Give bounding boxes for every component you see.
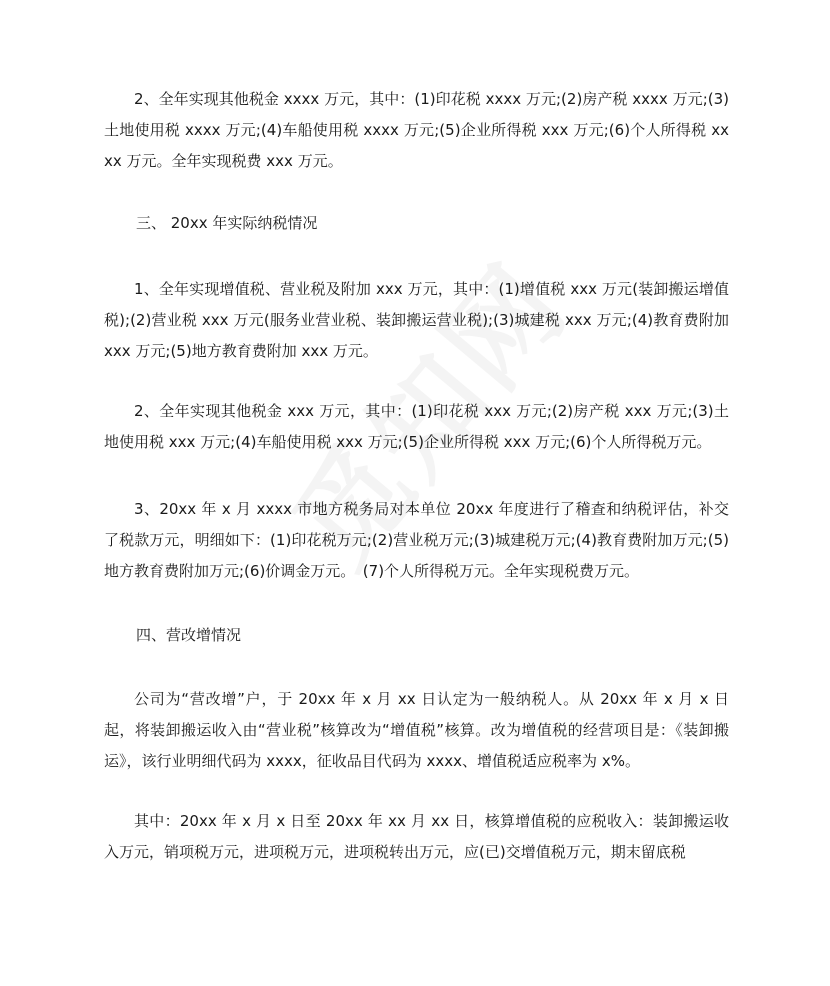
paragraph-other-taxes-detail: 2、全年实现其他税金 xxx 万元，其中：(1)印花税 xxx 万元;(2)房产税 xxx 万元;(3)土地使用税 xxx 万元;(4)车船使用税 xxx 万元;(5)企业所得税 xxx 万元;(6)个人所得税万元。 — [104, 402, 729, 451]
paragraph-vat-reform-description: 公司为“营改增”户，于 20xx 年 x 月 xx 日认定为一般纳税人。从 20xx 年 x 月 x 日起，将装卸搬运收入由“营业税”核算改为“增值税”核算。改为增值税的经营项目是：《装卸搬运》，该行业明细代码为 xxxx，征收品目代码为 xxxx、增值税适应税率为 x%。 — [104, 690, 729, 770]
paragraph-vat-revenue-detail: 其中：20xx 年 x 月 x 日至 20xx 年 xx 月 xx 日，核算增值税的应税收入：装卸搬运收入万元，销项税万元，进项税万元，进项税转出万元，应(已)交增值税万元，期末留底税 — [104, 812, 729, 861]
section-heading-vat-reform: 四、营改增情况 — [136, 626, 242, 644]
paragraph-other-taxes-summary: 2、全年实现其他税金 xxxx 万元，其中：(1)印花税 xxxx 万元;(2)房产税 xxxx 万元;(3)土地使用税 xxxx 万元;(4)车船使用税 xxxx 万元;(5)企业所得税 xxx 万元;(6)个人所得税 xxxx 万元。全年实现税费 xxx 万元。 — [104, 90, 729, 170]
paragraph-audit-assessment: 3、20xx 年 x 月 xxxx 市地方税务局对本单位 20xx 年度进行了稽查和纳税评估，补交了税款万元，明细如下：(1)印花税万元;(2)营业税万元;(3)城建税万元;(4)教育费附加万元;(5)地方教育费附加万元;(6)价调金万元。 (7)个人所得税万元。全年实现税费万元。 — [104, 500, 729, 580]
paragraph-vat-business-tax: 1、全年实现增值税、营业税及附加 xxx 万元，其中：(1)增值税 xxx 万元(装卸搬运增值税);(2)营业税 xxx 万元(服务业营业税、装卸搬运营业税);(3)城建税 xxx 万元;(4)教育费附加 xxx 万元;(5)地方教育费附加 xxx 万元。 — [104, 280, 729, 360]
section-heading-actual-tax: 三、 20xx 年实际纳税情况 — [136, 214, 318, 232]
